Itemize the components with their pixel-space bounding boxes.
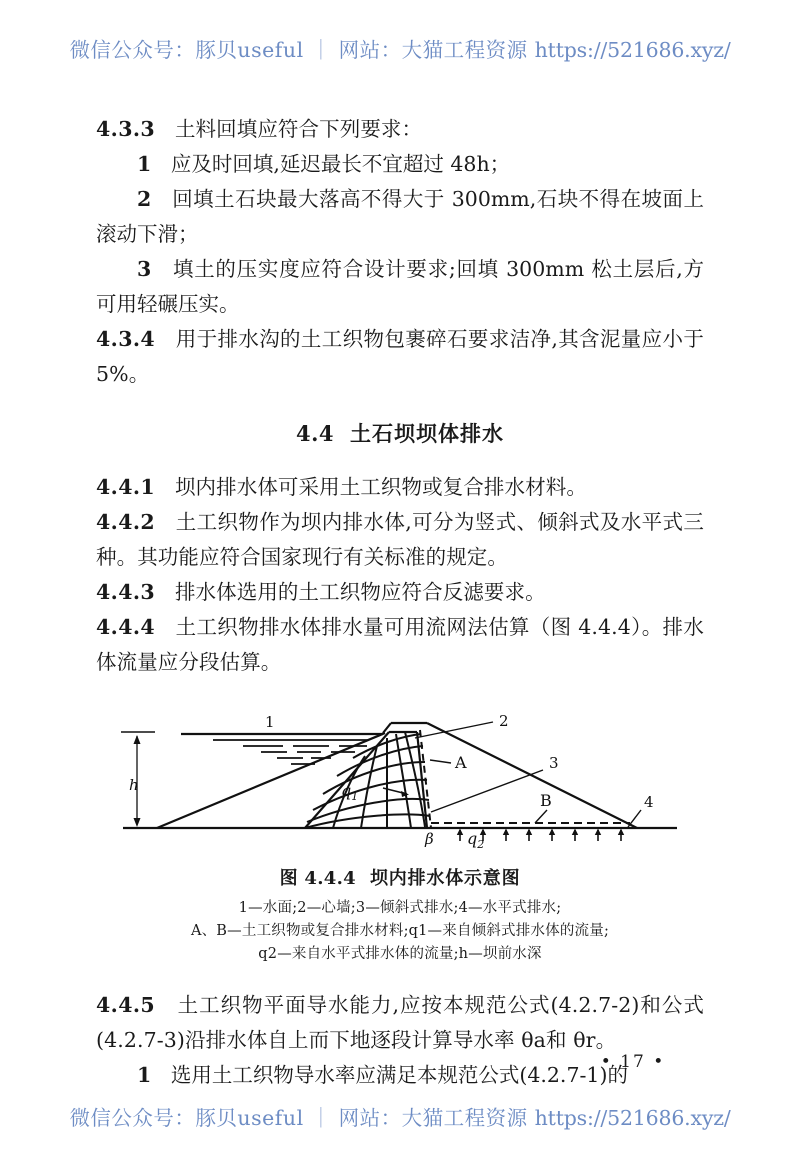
label-geotextile-b: B — [540, 791, 552, 810]
label-horizontal-drain: 4 — [644, 793, 654, 811]
watermark-wechat-label: 微信公众号：豚贝useful — [69, 1106, 304, 1130]
figure-caption-number: 4.4.4 — [304, 868, 356, 889]
watermark-url: https://521686.xyz/ — [534, 38, 731, 62]
item-text: 选用土工织物导水率应满足本规范公式(4.2.7-1)的 — [170, 1063, 628, 1087]
water-hatch-group — [213, 740, 369, 764]
list-item-2-of-433 — [96, 182, 704, 252]
clause-4-3-4 — [96, 322, 704, 392]
depth-arrow-up — [134, 735, 141, 744]
figure-legend-line-3: q2—来自水平式排水体的流量;h—坝前水深 — [258, 946, 542, 962]
clause-text: 排水体选用的土工织物应符合反滤要求。 — [174, 580, 546, 604]
label-flow-q2: $q_2$ — [467, 829, 485, 850]
clause-number: 4.4.4 — [96, 615, 156, 639]
label-water-surface: 1 — [265, 713, 275, 731]
watermark-site-label: 网站：大猫工程资源 — [338, 1106, 528, 1130]
flownet-flow-lines — [305, 734, 430, 828]
section-title: 土石坝坝体排水 — [350, 421, 505, 446]
clause-text: 土料回填应符合下列要求： — [174, 117, 423, 141]
figure-legend — [96, 897, 704, 966]
list-item-1-of-433 — [96, 147, 704, 182]
clause-4-4-4 — [96, 610, 704, 680]
clause-number: 4.4.2 — [96, 510, 156, 534]
item-text: 应及时回填,延迟最长不宜超过 48h； — [170, 152, 511, 176]
watermark-url: https://521686.xyz/ — [534, 1106, 731, 1130]
page-number: • 17 • — [600, 1052, 666, 1072]
figure-legend-line-1: 1—水面;2—心墙;3—倾斜式排水;4—水平式排水; — [238, 900, 562, 916]
clause-text: 土工织物排水体排水量可用流网法估算（图 4.4.4）。排水体流量应分段估算。 — [96, 615, 704, 674]
clause-4-4-3 — [96, 575, 704, 610]
watermark-separator: ｜ — [310, 38, 332, 62]
clause-text: 土工织物平面导水能力,应按本规范公式(4.2.7-2)和公式(4.2.7-3)沿排水体自上而下地逐段计算导水率 θa和 θr。 — [96, 993, 704, 1052]
watermark-wechat-label: 微信公众号：豚贝useful — [69, 38, 304, 62]
leader-line-horizontal-drain — [628, 810, 641, 827]
item-bullet: 1 — [137, 1063, 152, 1087]
watermark-separator: ｜ — [310, 1106, 332, 1130]
clause-text: 坝内排水体可采用土工织物或复合排水材料。 — [174, 475, 587, 499]
clause-4-3-3 — [96, 112, 704, 147]
clause-4-4-1 — [96, 470, 704, 505]
label-depth-h: h — [129, 776, 139, 794]
section-number: 4.4 — [295, 421, 335, 446]
item-text: 回填土石块最大落高不得大于 300mm,石块不得在坡面上滚动下滑； — [96, 187, 704, 246]
label-core-wall: 2 — [499, 712, 509, 730]
label-angle-beta: β — [425, 830, 434, 848]
leader-line-geotextile-b — [535, 810, 547, 823]
figure-caption — [96, 864, 704, 890]
page-number-footer — [0, 1052, 800, 1072]
clause-4-4-2 — [96, 505, 704, 575]
figure-legend-line-2: A、B—土工织物或复合排水材料;q1—来自倾斜式排水体的流量; — [190, 923, 610, 939]
label-inclined-drain: 3 — [549, 754, 559, 772]
clause-text: 土工织物作为坝内排水体,可分为竖式、倾斜式及水平式三种。其功能应符合国家现行有关标准的规定。 — [96, 510, 704, 569]
clause-text: 用于排水沟的土工织物包裹碎石要求洁净,其含泥量应小于 5%。 — [96, 327, 704, 386]
watermark-header — [0, 33, 800, 63]
item-bullet: 2 — [137, 187, 152, 211]
dam-drainage-diagram — [115, 710, 685, 850]
clause-4-4-5 — [96, 988, 704, 1058]
figure-4-4-4 — [96, 710, 704, 850]
watermark-site-label: 网站：大猫工程资源 — [338, 38, 528, 62]
leader-line-geotextile-a — [430, 760, 451, 763]
item-bullet: 1 — [137, 152, 152, 176]
page-content — [96, 112, 704, 1093]
section-heading-4-4 — [96, 418, 704, 448]
clause-number: 4.4.3 — [96, 580, 156, 604]
leader-line-inclined-drain — [431, 770, 543, 812]
list-item-3-of-433 — [96, 252, 704, 322]
item-text: 填土的压实度应符合设计要求;回填 300mm 松土层后,方可用轻碾压实。 — [96, 257, 704, 316]
label-flow-q1: $q_1$ — [341, 781, 359, 803]
label-geotextile-a: A — [455, 753, 467, 772]
clause-number: 4.3.3 — [96, 117, 156, 141]
item-bullet: 3 — [137, 257, 152, 281]
depth-arrow-down — [134, 818, 141, 827]
figure-caption-prefix: 图 — [279, 868, 299, 889]
downstream-slope — [427, 723, 637, 828]
figure-caption-title: 坝内排水体示意图 — [370, 868, 521, 889]
clause-number: 4.4.1 — [96, 475, 156, 499]
clause-number: 4.3.4 — [96, 327, 156, 351]
watermark-footer — [0, 1101, 800, 1131]
clause-number: 4.4.5 — [96, 993, 156, 1017]
